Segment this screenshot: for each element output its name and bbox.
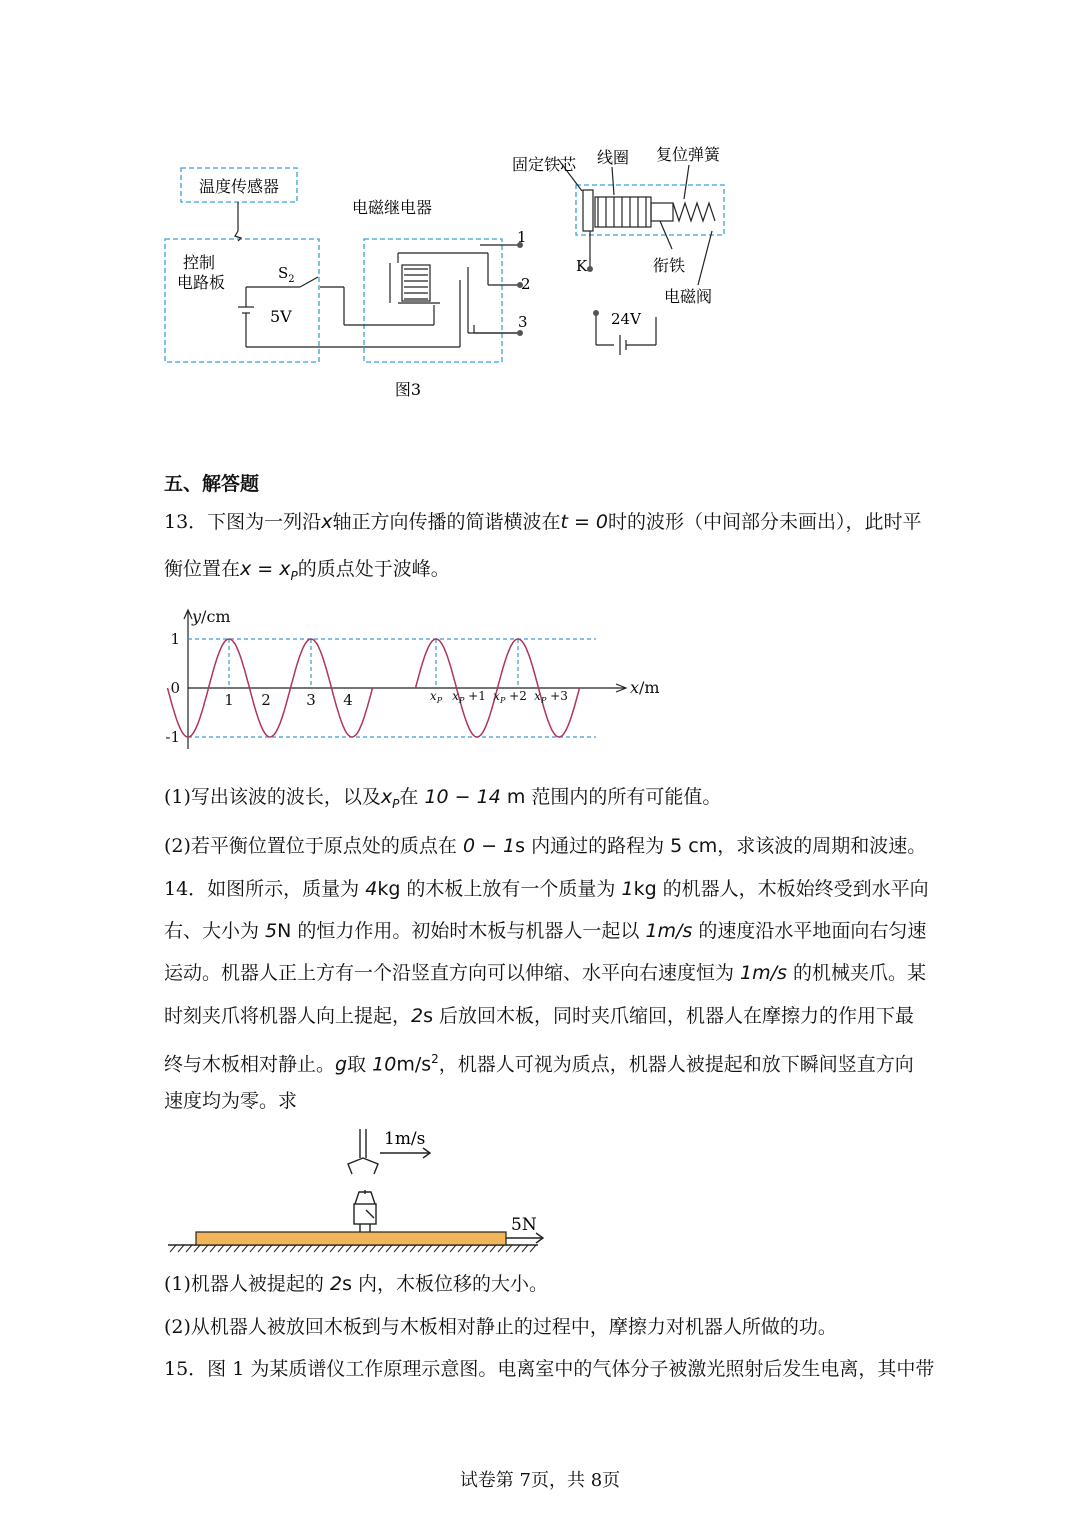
ground-hatch-mark [194,1245,200,1252]
coil-label: 线圈 [596,148,630,167]
q14-line-6: 速度均为零。求 [164,1090,298,1112]
q14-sub-2: (2)从机器人被放回木板到与木板相对静止的过程中，摩擦力对机器人所做的功。 [164,1316,837,1338]
armature-label: 衔铁 [652,256,686,275]
robot-body [354,1204,376,1224]
ground-hatch-mark [330,1245,336,1252]
ground-hatch-mark [458,1245,464,1252]
ground-hatch-mark [466,1245,472,1252]
xp-tick-label: $x_P +2$ [493,689,527,705]
ground-hatch-mark [450,1245,456,1252]
valve-label: 电磁阀 [663,287,713,306]
q14-line-4: 时刻夹爪将机器人向上提起，2s 后放回木板，同时夹爪缩回，机器人在摩擦力的作用下最 [164,1005,915,1027]
sensor-label: 温度传感器 [198,177,280,196]
ground-hatch-mark [354,1245,360,1252]
figure-3-circuit [150,135,750,410]
ground-hatch-mark [186,1245,192,1252]
ground-hatch-mark [170,1245,176,1252]
ground-hatch-mark [370,1245,376,1252]
q14-sub-1: (1)机器人被提起的 2s 内，木板位移的大小。 [164,1273,549,1295]
ground-hatch-mark [322,1245,328,1252]
ground-hatch-mark [434,1245,440,1252]
ground-hatch-mark [266,1245,272,1252]
ground-hatch-mark [530,1245,536,1252]
ground-hatch-mark [498,1245,504,1252]
page-footer: 试卷第 7页，共 8页 [459,1470,621,1491]
ground-hatch-mark [210,1245,216,1252]
q14-line-2: 右、大小为 5N 的恒力作用。初始时木板与机器人一起以 1m/s 的速度沿水平地面向右匀速 [164,920,927,942]
ground-hatch-mark [394,1245,400,1252]
relay-box [364,239,502,362]
ground-hatch-mark [346,1245,352,1252]
ground-hatch-mark [482,1245,488,1252]
ground-hatch-mark [418,1245,424,1252]
ground-hatch-mark [314,1245,320,1252]
speed-label: 1m/s [384,1129,426,1149]
spring-label: 复位弹簧 [655,145,721,164]
core-label: 固定铁芯 [511,155,577,174]
switch-label: $S_2$ [278,264,295,285]
ground-hatch-mark [442,1245,448,1252]
claw-icon [348,1158,378,1174]
xp-tick-label: $x_P$ [429,689,443,705]
y-axis-label: y/cm [192,607,231,626]
ground-hatch-mark [282,1245,288,1252]
ground-hatch-mark [426,1245,432,1252]
ground-hatch-mark [258,1245,264,1252]
xp-tick-label: $x_P +1$ [452,689,486,705]
ground-hatch-mark [290,1245,296,1252]
wood-board [196,1232,506,1245]
terminal-1: 1 [517,228,527,246]
q14-line-1: 14．如图所示，质量为 4kg 的木板上放有一个质量为 1kg 的机器人，木板始终受到水平向 [164,878,929,900]
ground-hatch-mark [338,1245,344,1252]
y-tick-label: 0 [170,679,180,697]
q13-line-1: 13．下图为一列沿x轴正方向传播的简谐横波在t = 0时的波形（中间部分未画出），此时平 [164,511,922,533]
ground-hatch-mark [178,1245,184,1252]
ground-hatch-mark [234,1245,240,1252]
x-tick-label: 4 [343,691,353,709]
ground-hatch-mark [242,1245,248,1252]
ground-hatch-mark [490,1245,496,1252]
ground-hatch-mark [218,1245,224,1252]
x-tick-label: 3 [306,691,316,709]
x-tick-label: 1 [224,691,234,709]
control-label-2: 电路板 [176,273,226,292]
ground-hatch-mark [378,1245,384,1252]
ground-hatch-mark [226,1245,232,1252]
q13-sub-2: (2)若平衡位置位于原点处的质点在 0 − 1s 内通过的路程为 5 cm，求该波的周期和波速。 [164,835,927,857]
section-title: 五、解答题 [164,473,260,495]
wave-chart [160,604,680,754]
terminal-2: 2 [521,275,531,293]
ground-hatch-mark [506,1245,512,1252]
ground-hatch-mark [202,1245,208,1252]
ground-hatch-mark [522,1245,528,1252]
ground-hatch-mark [514,1245,520,1252]
x-tick-label: 2 [261,691,271,709]
ground-hatch-mark [306,1245,312,1252]
q14-line-5: 终与木板相对静止。g取 $10m/s^2$，机器人可视为质点，机器人被提起和放下瞬间竖直方向 [164,1052,914,1076]
figure-caption: 图3 [394,380,422,399]
q14-line-3: 运动。机器人正上方有一个沿竖直方向可以伸缩、水平向右速度恒为 1m/s 的机械夹爪。某 [164,962,926,984]
y-tick-label: 1 [170,630,180,648]
ground-hatch-mark [474,1245,480,1252]
control-label-1: 控制 [182,253,216,272]
ground-hatch-mark [410,1245,416,1252]
battery-label: 5V [270,307,292,326]
ground-hatch-mark [362,1245,368,1252]
force-label: 5N [511,1215,537,1235]
ground-hatch-mark [402,1245,408,1252]
terminal-3: 3 [518,313,528,331]
x-axis-label: x/m [630,678,660,697]
q13-sub-1: (1)写出该波的波长，以及$x_P$在 10 − 14 m 范围内的所有可能值。 [164,786,722,811]
xp-tick-label: $x_P +3$ [534,689,568,705]
y-tick-label: -1 [165,728,180,746]
ground-hatch-mark [274,1245,280,1252]
ground-hatch-mark [298,1245,304,1252]
ground-hatch-mark [386,1245,392,1252]
ground-hatch-mark [250,1245,256,1252]
supply-label: 24V [611,310,641,328]
q13-line-2: 衡位置在$x = x_P$的质点处于波峰。 [164,558,450,583]
robot-board-figure [160,1124,560,1259]
q15-line-1: 15．图 1 为某质谱仪工作原理示意图。电离室中的气体分子被激光照射后发生电离，其中带 [164,1358,935,1380]
k-label: K [576,257,588,275]
relay-label: 电磁继电器 [351,198,433,217]
